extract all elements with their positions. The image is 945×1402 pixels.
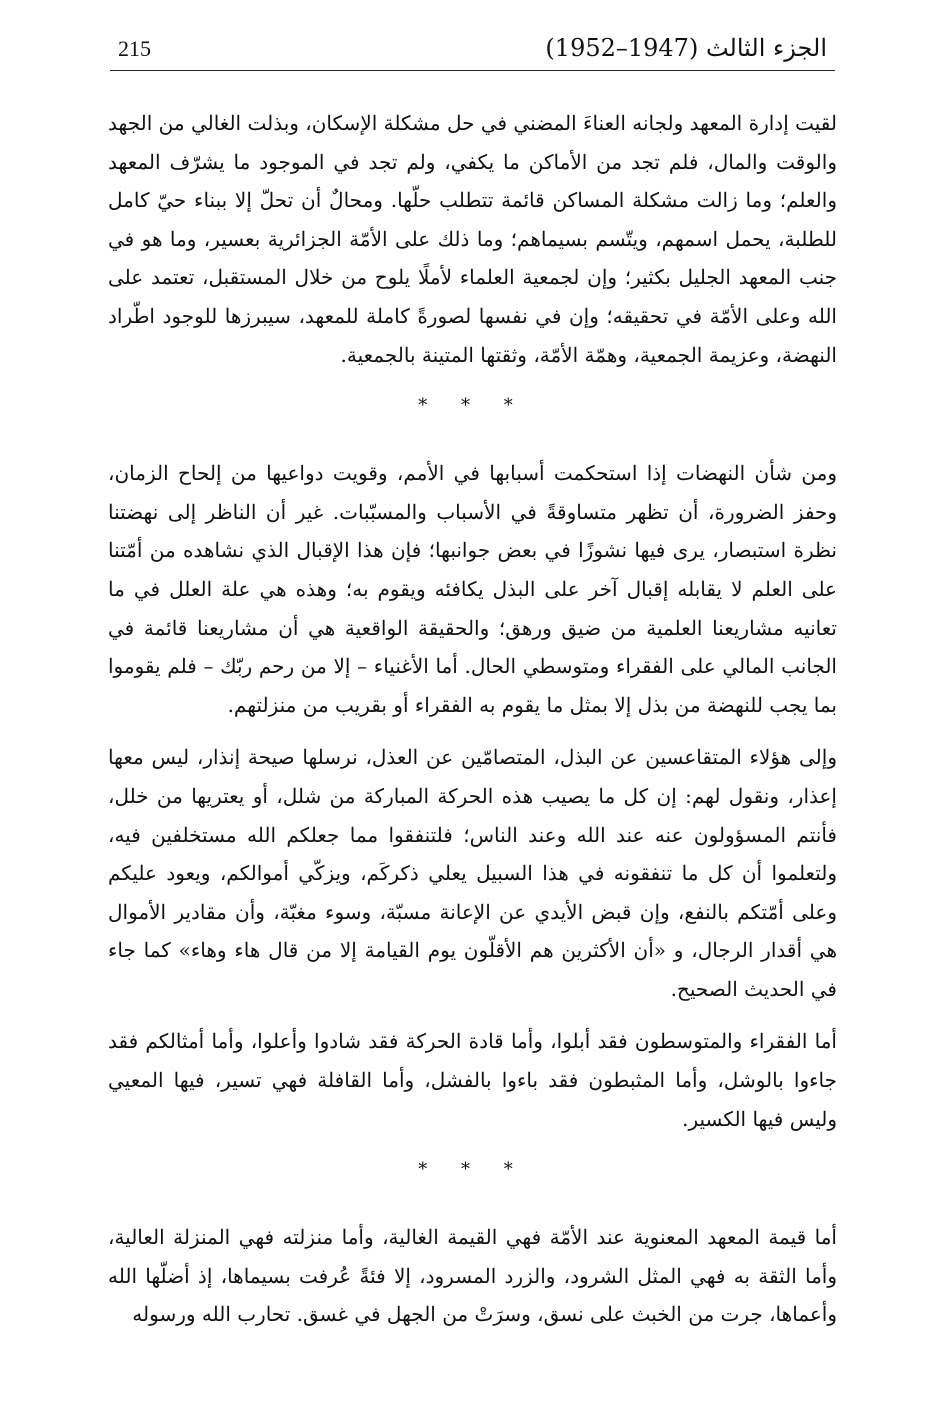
page-header <box>110 30 835 71</box>
paragraph-1: لقيت إدارة المعهد ولجانه العناءَ المضني في حل مشكلة الإسكان، وبذلت الغالي من الجهد والوقت والمال، فلم تجد من الأماكن ما يكفي، ولم تجد في الموجود ما يشرّف المعهد والعلم؛ وما زالت مشكلة المساكن قائمة تتطلب حلّها. ومحالٌ أن تحلّ إلا ببناء حيّ كامل للطلبة، يحمل اسمهم، ويتّسم بسيماهم؛ وما ذلك على الأمّة الجزائرية بعسير، وما هو في جنب المعهد الجليل بكثير؛ وإن لجمعية العلماء لأملًا يلوح من خلال المستقبل، تعتمد على الله وعلى الأمّة في تحقيقه؛ وإن في نفسها لصورةً كاملة للمعهد، سيبرزها للوجود اطّراد النهضة، وعزيمة الجمعية، وهمّة الأمّة، وثقتها المتينة بالجمعية. <box>108 111 837 367</box>
page-body <box>108 104 837 1334</box>
paragraph-3: وإلى هؤلاء المتقاعسين عن البذل، المتصامّين عن العذل، نرسلها صيحة إنذار، ليس معها إعذار، ونقول لهم: إن كل ما يصيب هذه الحركة المباركة من شلل، أو يعتريها من خلل، فأنتم المسؤولون عنه عند الله وعند الناس؛ فلتنفقوا مما جعلكم الله مستخلفين فيه، ولتعلموا أن كل ما تنفقونه في هذا السبيل يعلي ذكركَم، ويزكّي أموالكم، ويعود عليكم وعلى أمّتكم بالنفع، وإن قبض الأيدي عن الإعانة مسبّة، وسوء مغبّة، وأن مقادير الأموال هي أقدار الرجال، و «أن الأكثرين هم الأقلّون يوم القيامة إلا من قال هاء وهاء» كما جاء في الحديث الصحيح. <box>108 745 837 1001</box>
paragraph-2: ومن شأن النهضات إذا استحكمت أسبابها في الأمم، وقويت دواعيها من إلحاح الزمان، وحفز الضرورة، أن تظهر متساوقةً في الأسباب والمسبّبات. غير أن الناظر إلى نهضتنا نظرة استبصار، يرى فيها نشوزًا في بعض جوانبها؛ فإن هذا الإقبال الذي نشاهده من أمّتنا على العلم لا يقابله إقبال آخر على البذل يكافئه ويقوم به؛ وهذه هي علة العلل في ما تعانيه مشاريعنا العلمية من ضيق ورهق؛ والحقيقة الواقعية هي أن مشاريعنا قائمة في الجانب المالي على الفقراء ومتوسطي الحال. أما الأغنياء – إلا من رحم ربّك – فلم يقوموا بما يجب للنهضة من بذل إلا بمثل ما يقوم به الفقراء أو بقريب من منزلتهم. <box>108 461 837 717</box>
section-separator: * * * <box>418 1159 527 1181</box>
section-separator: * * * <box>418 395 527 417</box>
paragraph-5: أما قيمة المعهد المعنوية عند الأمّة فهي القيمة الغالية، وأما منزلته فهي المنزلة العالية، وأما الثقة به فهي المثل الشرود، والزرد المسرود، إلا فئةً عُرفت بسيماها، إذ أضلّها الله وأعماها، جرت من الخبث على نسق، وسرَتْ من الجهل في غسق. تحارب الله ورسوله <box>108 1225 837 1327</box>
page-number: 215 <box>118 36 151 61</box>
running-head: الجزء الثالث (1947–1952) <box>545 34 827 62</box>
paragraph-4: أما الفقراء والمتوسطون فقد أبلوا، وأما قادة الحركة فقد شادوا وأعلوا، وأما أمثالكم فقد جاءوا بالوشل، وأما المثبطون فقد باءوا بالفشل، وأما القافلة فهي تسير، فيها المعيي وليس فيها الكسير. <box>108 1029 837 1131</box>
